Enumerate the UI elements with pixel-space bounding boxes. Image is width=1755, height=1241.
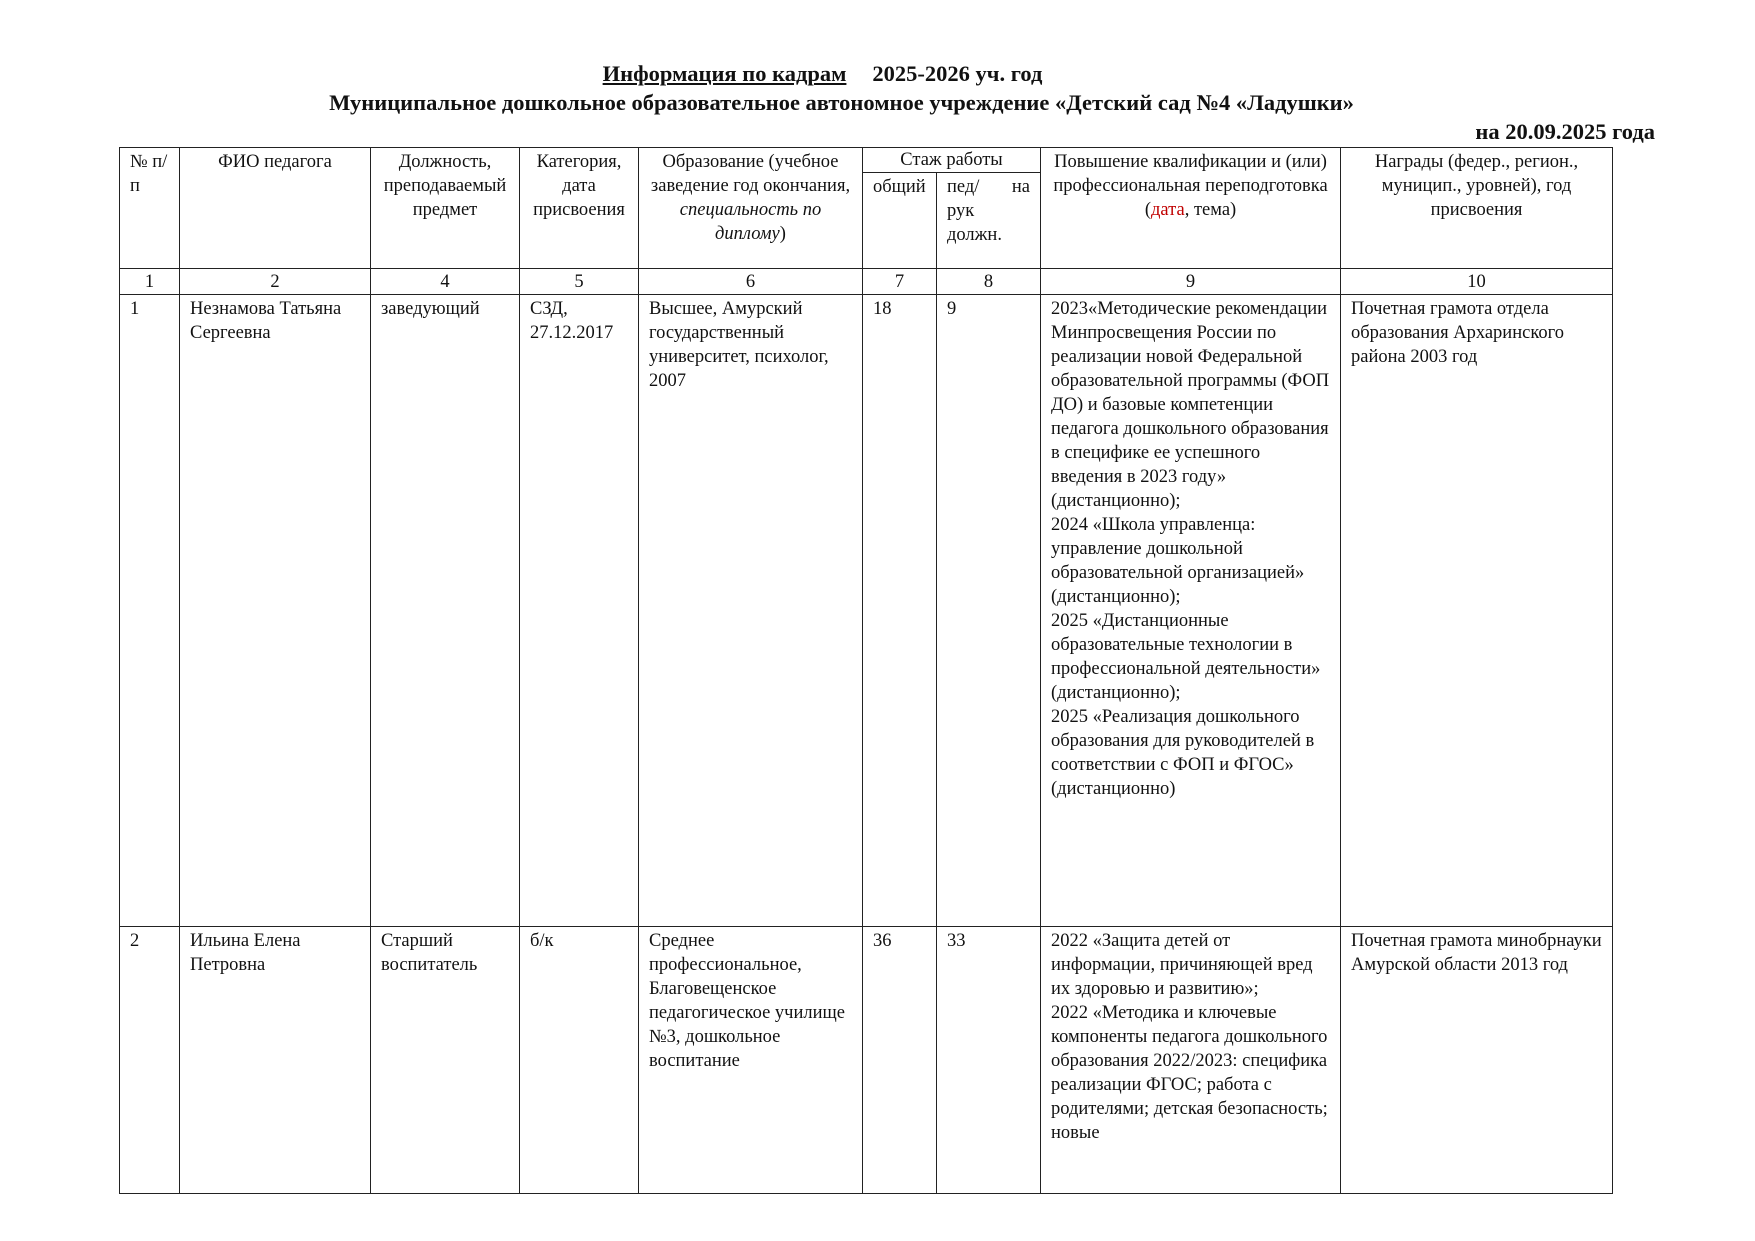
title-main: Информация по кадрам: [602, 61, 847, 86]
row-stazh-total: 18: [863, 295, 937, 927]
row-num: 2: [120, 927, 180, 1194]
stazh-ruk-label: рук должн.: [947, 201, 1002, 245]
col-number: 6: [639, 269, 863, 295]
row-awards: Почетная грамота минобрнауки Амурской области 2013 год: [1341, 927, 1613, 1194]
report-date: на 20.09.2025 года: [1475, 119, 1655, 144]
col-number: 8: [937, 269, 1041, 295]
qual-label: Повышение квалификации и (или) профессиональная переподготовка (: [1053, 152, 1328, 220]
education-paren: ): [779, 224, 786, 244]
organization-name: Муниципальное дошкольное образовательное автономное учреждение «Детский сад №4 «Ладушки»: [329, 90, 1354, 115]
row-fio: Незнамова Татьяна Сергеевна: [180, 295, 371, 927]
education-label: Образование (учебное заведение год окончания,: [650, 152, 851, 196]
col-number: 7: [863, 269, 937, 295]
qual-topic-label: , тема): [1184, 200, 1237, 220]
row-education: Высшее, Амурский государственный университет, психолог, 2007: [639, 295, 863, 927]
row-category: б/к: [520, 927, 639, 1194]
col-header-stazh-total: общий: [863, 173, 937, 269]
stazh-na-label: на: [1011, 177, 1031, 197]
row-education: Среднее профессиональное, Благовещенское педагогическое училище №3, дошкольное воспитание: [639, 927, 863, 1194]
col-number: 2: [180, 269, 371, 295]
row-stazh-ped: 33: [937, 927, 1041, 1194]
row-position: Старший воспитатель: [371, 927, 520, 1194]
row-qualification: 2022 «Защита детей от информации, причиняющей вред их здоровью и развитию»; 2022 «Методика и ключевые компоненты педагога дошкольного образования 2022/2023: специфика реализации ФГОС; работа с родителями; детская безопасность; новые: [1041, 927, 1341, 1194]
header-row-1: [120, 148, 1613, 173]
row-qualification: 2023«Методические рекомендации Минпросвещения России по реализации новой Федеральной образовательной программы (ФОП ДО) и базовые компетенции педагога дошкольного образования в специфике ее успешного введения в 2023 году» (дистанционно); 2024 «Школа управленца: управление дошкольной образовательной организацией» (дистанционно); 2025 «Дистанционные образовательные технологии в профессиональной деятельности» (дистанционно); 2025 «Реализация дошкольного образования для руководителей в соответствии с ФОП и ФГОС» (дистанционно): [1041, 295, 1341, 927]
col-header-position: Должность, преподаваемый предмет: [371, 148, 520, 269]
col-number: 10: [1341, 269, 1613, 295]
table-row: [120, 295, 1613, 927]
row-fio: Ильина Елена Петровна: [180, 927, 371, 1194]
col-number: 9: [1041, 269, 1341, 295]
col-number: 1: [120, 269, 180, 295]
col-header-category: Категория, дата присвоения: [520, 148, 639, 269]
education-specialty-label: специальность по диплому: [679, 200, 822, 244]
qual-date-label: дата: [1151, 200, 1185, 220]
col-header-stazh: Стаж работы: [863, 148, 1041, 173]
col-number: 4: [371, 269, 520, 295]
row-awards: Почетная грамота отдела образования Архаринского района 2003 год: [1341, 295, 1613, 927]
col-header-qualification: [1041, 148, 1341, 269]
row-position: заведующий: [371, 295, 520, 927]
row-stazh-ped: 9: [937, 295, 1041, 927]
row-category: СЗД, 27.12.2017: [520, 295, 639, 927]
col-header-num: № п/п: [120, 148, 180, 269]
stazh-ped-label: пед/: [947, 177, 980, 197]
row-stazh-total: 36: [863, 927, 937, 1194]
document-title: [0, 61, 1700, 87]
row-num: 1: [120, 295, 180, 927]
col-number: 5: [520, 269, 639, 295]
table-row: [120, 927, 1613, 1194]
col-header-education: [639, 148, 863, 269]
title-year: 2025-2026 уч. год: [872, 61, 1043, 86]
col-header-fio: ФИО педагога: [180, 148, 371, 269]
column-number-row: [120, 269, 1613, 295]
col-header-stazh-ped: [937, 173, 1041, 269]
staff-table: [119, 147, 1613, 1194]
col-header-awards: Награды (федер., регион., муницип., уровней), год присвоения: [1341, 148, 1613, 269]
